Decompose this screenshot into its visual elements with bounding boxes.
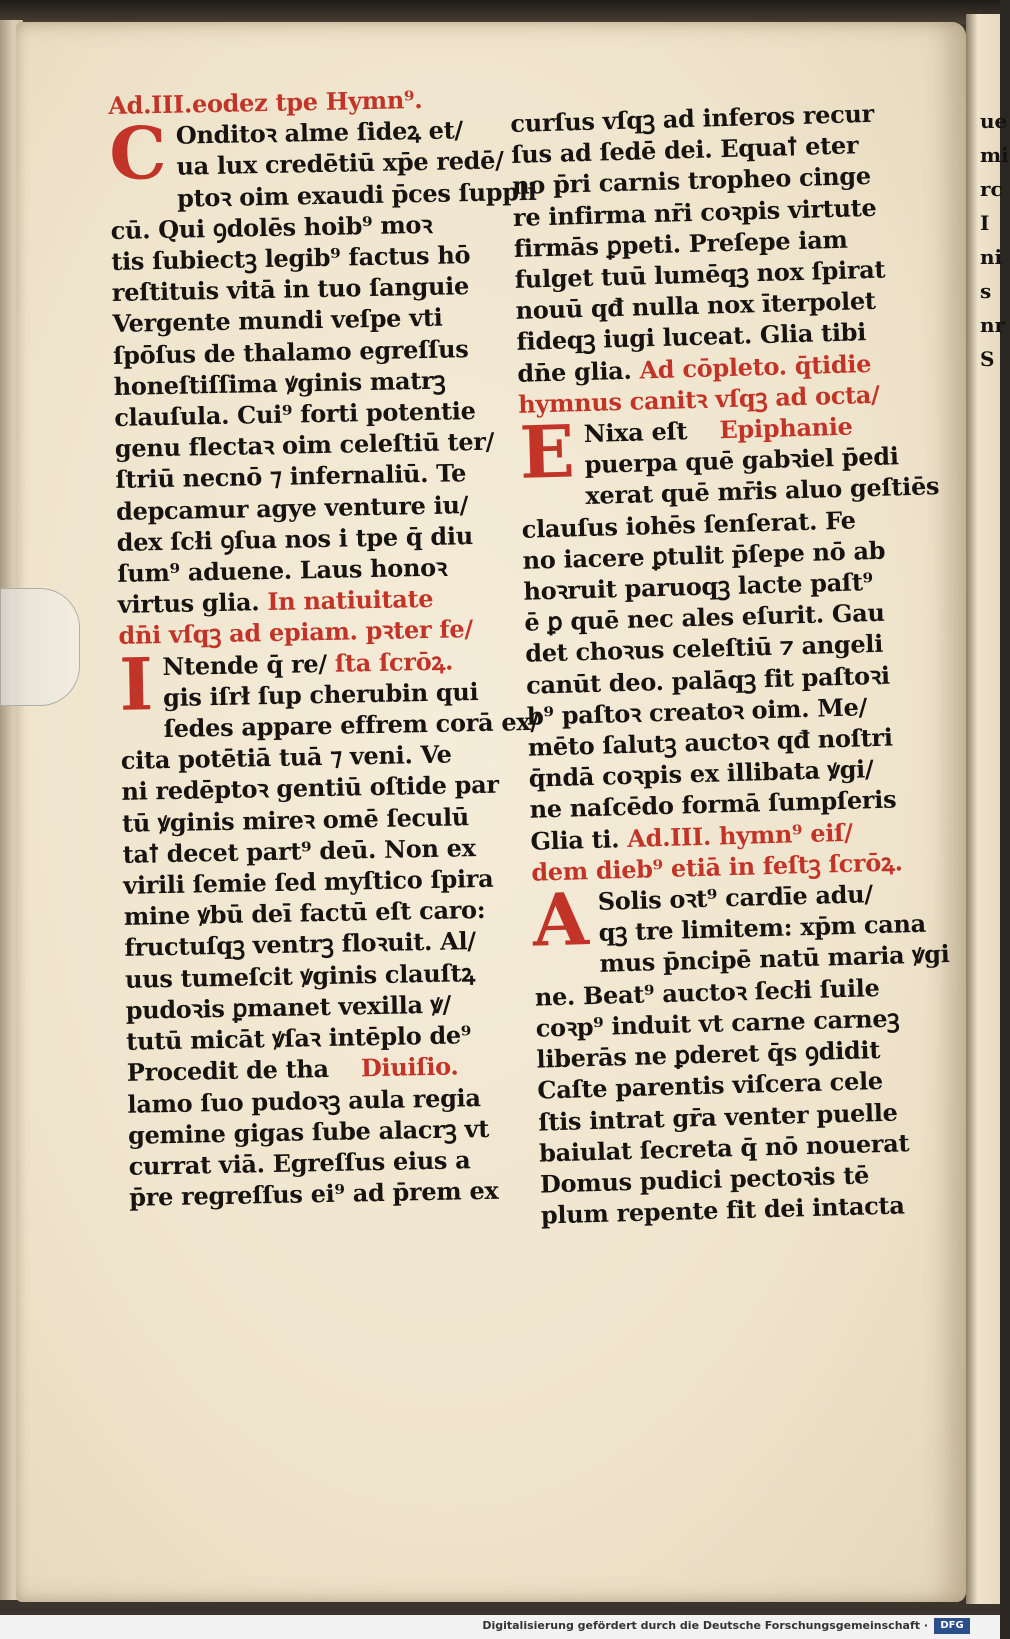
text-span: Nixa eſt xyxy=(583,416,688,449)
text-line: curſus vſqꝫ ad inferos recur xyxy=(510,98,875,138)
text-line: honeſtiſſima ꝟginis matrꝫ xyxy=(113,365,446,401)
facing-page-fragment: ue mi rc I nis nr S xyxy=(980,109,1009,371)
text-line: canūt deo. palāqꝫ fit paſtoꝛi xyxy=(525,660,891,700)
text-line: fulget tuū lumēqꝫ nox ſpirat xyxy=(514,254,886,294)
text-line: Solis oꝛt⁹ cardīe adu/ xyxy=(597,879,874,916)
text-span: Ntende q̄ re/ xyxy=(162,648,328,681)
left-column xyxy=(108,83,540,1213)
rubric-line: dem dieb⁹ etiā in feſtꝫ ſcrōꝝ. xyxy=(530,847,903,887)
text-span: virtus glia. xyxy=(117,587,260,620)
text-line: ptoꝛ oim exaudi p̄ces ſuppli xyxy=(176,176,537,213)
text-span: Glia ti. xyxy=(530,823,620,856)
text-line: fideqꝫ iugi luceat. Glia tibi xyxy=(516,317,867,357)
text-line: coꝛp⁹ induit vt carne carneꝫ xyxy=(535,1003,900,1043)
rubric-divisio: Diuiſio. xyxy=(360,1051,459,1083)
text-line: mine ꝟbū deī factū eſt caro: xyxy=(123,895,486,932)
text-line: nouū qđ nulla nox īterpolet xyxy=(515,286,877,326)
text-line: ſum⁹ aduene. Laus honoꝛ xyxy=(117,552,448,588)
text-line: virili ſemie ſed myſtico ſpira xyxy=(122,863,494,900)
text-line: qꝫ tre limitem: xp̄m cana xyxy=(598,908,927,948)
text-line: p̄re regreſſus ei⁹ ad p̄rem ex xyxy=(128,1175,499,1212)
text-line: reſtituis vitā in tuo ſanguie xyxy=(111,271,470,308)
text-line: Domus pudici pectoꝛis tē xyxy=(539,1160,870,1199)
text-line: b⁹ paſtoꝛ creatoꝛ oim. Me/ xyxy=(526,692,868,731)
text-line: cita potētiā tuā ⁊ veni. Ve xyxy=(120,739,452,776)
text-line: ne. Beat⁹ auctoꝛ ſecłi ſuile xyxy=(534,972,880,1012)
text-line: firmās ꝑpeti. Preſepe iam xyxy=(513,224,848,263)
rubric: Ad.III. hymn⁹ eiſ/ xyxy=(626,817,853,853)
text-line: xerat quē mr̄is aluo geſtiēs xyxy=(585,471,940,511)
text-line: depcamur agye venture iu/ xyxy=(115,489,469,526)
text-line: genu flectaꝛ oim celeſtiū ter/ xyxy=(114,426,495,464)
text-line: ſedes appare effrem corā ex/ xyxy=(163,706,540,744)
text-line: dex ſcłi ꝯſua nos i tpe q̄ diu xyxy=(116,520,474,557)
footer-bar xyxy=(0,1615,1000,1639)
text-line: tū ꝟginis mireꝛ omē ſeculū xyxy=(121,801,470,838)
text-line: Onditoꝛ alme ſideꝝ et/ xyxy=(175,115,464,150)
text-line: ſpōſus de thalamo egreſſus xyxy=(112,333,469,370)
text-line: no p̄ri carnis tropheo cinge xyxy=(511,161,872,201)
text-line: ſtis intrat gr̄a venter puelle xyxy=(537,1097,898,1137)
text-line: baiulat ſecreta q̄ nō nouerat xyxy=(538,1127,910,1168)
rubric: In natiuitate xyxy=(267,584,434,617)
text-line: plum repente fit dei intacta xyxy=(540,1190,905,1230)
text-line: currat viā. Egreſſus eius a xyxy=(128,1145,471,1181)
hymn-heading: Ad.III.eodez tpe Hymn⁹. xyxy=(108,84,423,120)
text-line: gis iſrł ſup cherubin qui xyxy=(162,676,479,712)
text-line: ne naſcēdo formā ſumpſeris xyxy=(529,784,897,825)
text-line: q̄ndā coꝛpis ex illibata ꝟgi/ xyxy=(528,754,874,793)
text-span: Procedit de tha xyxy=(126,1054,330,1088)
text-line: hoꝛruit paruoqꝫ lacte paſt⁹ xyxy=(523,567,874,606)
text-line: puerpa quē gabꝛiel p̄edi xyxy=(584,441,899,480)
rubric: Epiphanie xyxy=(719,411,853,445)
drop-initial: C xyxy=(108,110,168,197)
drop-initial: I xyxy=(118,640,154,727)
funding-credit: Digitalisierung gefördert durch die Deutsche Forschungsgemeinschaft · xyxy=(482,1619,928,1632)
text-line: Caſte parentis viſcera cele xyxy=(537,1066,884,1105)
text-line: tutū micāt ꝟſaꝛ intēplo de⁹ xyxy=(125,1020,472,1056)
facing-page-edge xyxy=(966,14,1009,1604)
drop-initial: A xyxy=(531,876,590,963)
page-clip xyxy=(0,588,80,706)
text-line: ſus ad ſedē dei. Equaꝉ eter xyxy=(510,130,859,170)
drop-initial: E xyxy=(518,408,576,495)
rubric: ſta ſcrōꝝ. xyxy=(334,646,454,678)
text-line: cū. Qui ꝯdolēs hoib⁹ moꝛ xyxy=(110,209,433,245)
text-line: fructuſqꝫ ventrꝫ floꝛuit. Al/ xyxy=(124,926,476,963)
text-line: mus p̄ncipē natū maria ꝟgi xyxy=(599,939,950,979)
dfg-logo: DFG xyxy=(934,1618,970,1634)
text-line: Vergente mundi veſpe vti xyxy=(112,303,443,339)
text-line: ſtriū necnō ⁊ infernaliū. Te xyxy=(115,458,467,495)
text-line: ua lux credētiū xp̄e redē/ xyxy=(176,145,504,182)
text-line: no iacere ꝑtulit p̄ſepe nō ab xyxy=(522,535,886,575)
text-line: clauſus iohēs ſenſerat. Fe xyxy=(521,505,856,544)
text-line: lamo ſuo pudoꝛꝫ aula regia xyxy=(127,1082,481,1119)
book-edge-top xyxy=(0,0,1000,24)
text-line: ni redēptoꝛ gentiū oſtide par xyxy=(121,770,499,807)
text-line: pudoꝛis ꝑmanet vexilla ꝟ/ xyxy=(125,989,452,1025)
text-line: mēto ſalutꝫ auctoꝛ qđ noſtri xyxy=(527,722,893,762)
rubric-line: dn̄i vſqꝫ ad epiam. pꝛter fe/ xyxy=(118,614,474,651)
text-line: re infirma nr̄i coꝛpis virtute xyxy=(512,192,877,232)
rubric: Ad cōpleto. q̄tidie xyxy=(639,348,872,385)
text-line: uus tumeſcit ꝟginis clauſtꝝ xyxy=(124,957,476,994)
right-column xyxy=(510,98,950,1231)
text-line: clauſula. Cui⁹ forti potentie xyxy=(114,396,476,432)
text-line: ē ꝑ quē nec ales eſurit. Gau xyxy=(523,597,885,638)
text-line: taꝉ decet part⁹ deū. Non ex xyxy=(122,832,476,869)
text-span: dn̄e glia. xyxy=(516,355,632,388)
text-line: tis ſubiectꝫ legib⁹ factus hō xyxy=(111,240,471,276)
rubric-line: hymnus canitꝛ vſqꝫ ad octa/ xyxy=(517,379,880,419)
text-line: gemine gigas ſube alacrꝫ vt xyxy=(127,1113,490,1150)
text-line: liberās ne ꝑderet q̄s ꝯdidit xyxy=(536,1035,881,1074)
text-line: det choꝛus celeſtiū ⁊ angeli xyxy=(524,629,884,669)
